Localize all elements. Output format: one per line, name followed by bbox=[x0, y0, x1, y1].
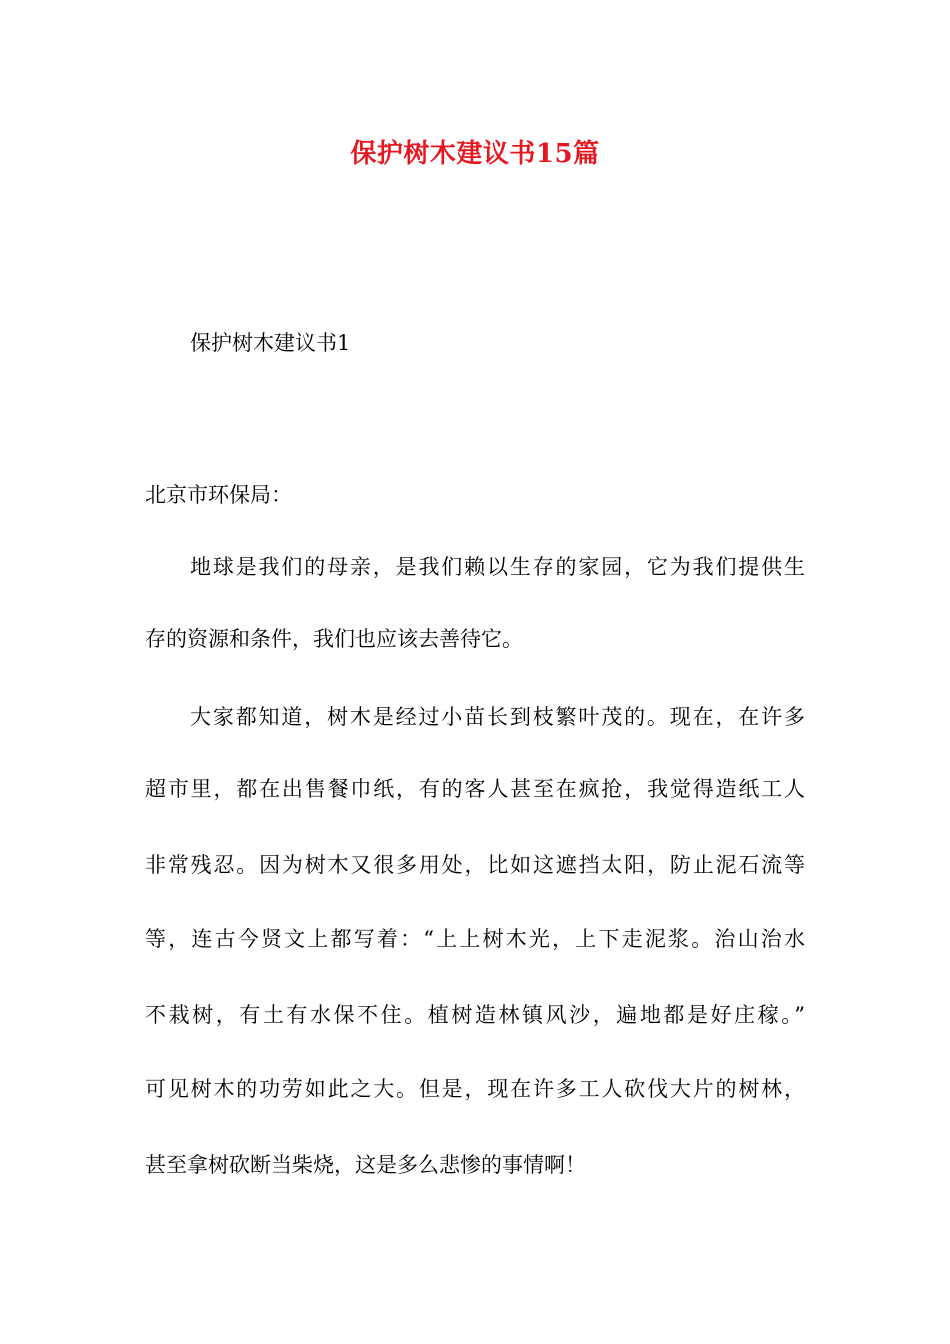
paragraph-line: 不栽树，有土有水保不住。植树造林镇风沙，遍地都是好庄稼。” bbox=[145, 1003, 805, 1027]
section-heading: 保护树木建议书1 bbox=[190, 331, 351, 355]
paragraph-line: 非常残忍。因为树木又很多用处，比如这遮挡太阳，防止泥石流等 bbox=[145, 853, 805, 877]
paragraph-line: 超市里，都在出售餐巾纸，有的客人甚至在疯抢，我觉得造纸工人 bbox=[145, 777, 805, 801]
paragraph-line: 等，连古今贤文上都写着：“上上树木光，上下走泥浆。治山治水 bbox=[145, 927, 805, 951]
paragraph-line: 地球是我们的母亲，是我们赖以生存的家园，它为我们提供生 bbox=[190, 555, 805, 579]
paragraph-line: 可见树木的功劳如此之大。但是，现在许多工人砍伐大片的树林， bbox=[145, 1077, 805, 1101]
paragraph-line: 甚至拿树砍断当柴烧，这是多么悲惨的事情啊！ bbox=[145, 1153, 586, 1177]
paragraph-line: 大家都知道，树木是经过小苗长到枝繁叶茂的。现在，在许多 bbox=[190, 705, 805, 729]
paragraph-line: 存的资源和条件，我们也应该去善待它。 bbox=[145, 627, 523, 651]
document-title: 保护树木建议书15篇 bbox=[350, 139, 600, 169]
salutation: 北京市环保局： bbox=[145, 483, 292, 507]
